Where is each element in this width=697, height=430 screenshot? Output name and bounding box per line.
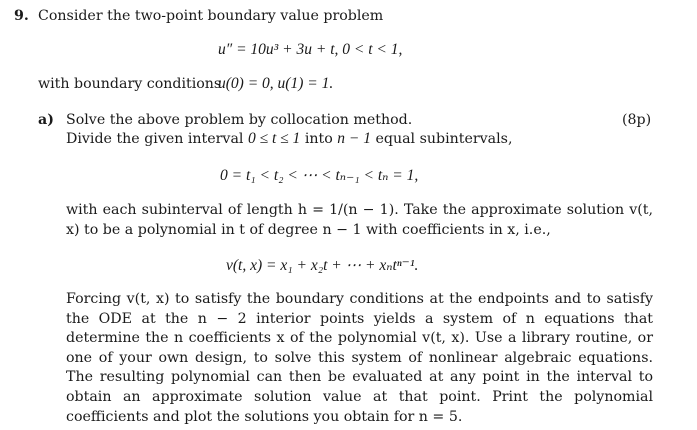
grid-equation: 0 = t₁ < t₂ < ⋯ < tₙ₋₁ < tₙ = 1, [220, 167, 419, 184]
poly-equation: v(t, x) = x₁ + x₂t + ⋯ + xₙtⁿ⁻¹. [226, 257, 419, 274]
part-a-line1: Solve the above problem by collocation method. [66, 112, 413, 128]
part-a-line2 [66, 130, 512, 148]
line2-mid: into [304, 131, 333, 147]
part-a-label: a) [38, 112, 54, 128]
problem-intro: Consider the two-point boundary value problem [38, 8, 384, 24]
bc-math: u(0) = 0, u(1) = 1. [218, 75, 334, 92]
interval-math: 0 ≤ t ≤ 1 [247, 130, 301, 147]
ode-equation: u″ = 10u³ + 3u + t, 0 < t < 1, [218, 41, 403, 58]
paragraph-2: Forcing v(t, x) to satisfy the boundary conditions at the endpoints and to satisfy the ODE at the n − 2 interior points yields a system of n equations that determine the n coefficients x of the polynomial v(t, x). Use a library routine, or one of your own design, to solve this system of nonlinear algebraic equations. The resulting polynomial can then be evaluated at any point in the interval to obtain an approximate solution value at that point. Print the polynomial coefficients and plot the solutions you obtain for n = 5. [66, 291, 653, 425]
bc-text: with boundary conditions [38, 76, 222, 92]
line2-start: Divide the given interval [66, 131, 244, 147]
line2-end: equal subintervals, [375, 131, 513, 147]
paragraph-1: with each subinterval of length h = 1/(n − 1). Take the approximate solution v(t, x) to be a polynomial in t of degree n − 1 with coefficients in x, i.e., [66, 202, 653, 238]
n-minus-one-math: n − 1 [337, 130, 371, 147]
part-a-points: (8p) [622, 112, 652, 128]
problem-number: 9. [14, 8, 29, 24]
